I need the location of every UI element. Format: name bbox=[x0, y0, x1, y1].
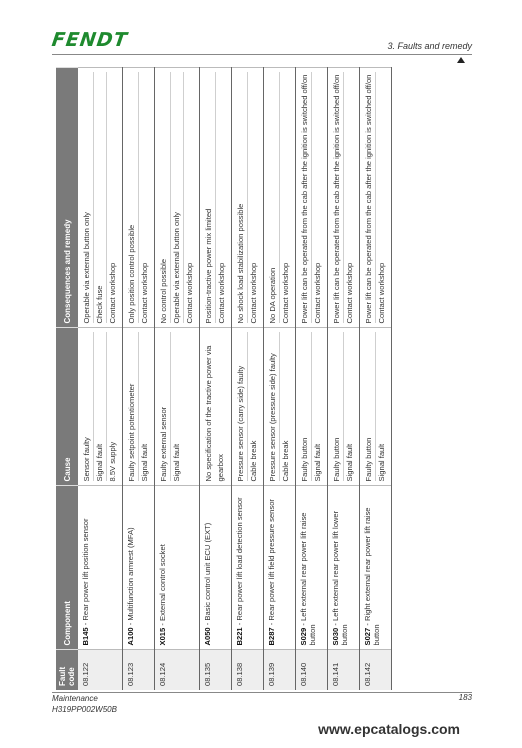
cause-item: Sensor faulty bbox=[82, 437, 91, 482]
component-id: B145 bbox=[81, 627, 90, 646]
cause-cell bbox=[123, 328, 155, 486]
remedy-item: Contact workshop bbox=[247, 73, 260, 324]
header-divider bbox=[52, 54, 472, 55]
remedy-item: Contact workshop bbox=[138, 73, 151, 324]
table-row bbox=[360, 68, 392, 690]
cause-cell bbox=[296, 328, 328, 486]
component-description: - Basic control unit ECU (EXT) bbox=[203, 522, 212, 628]
cause-item: Signal fault bbox=[138, 333, 151, 482]
remedy-item: Contact workshop bbox=[311, 73, 324, 324]
fault-code-cell: 08.140 bbox=[296, 650, 328, 690]
section-title: 3. Faults and remedy bbox=[387, 41, 472, 51]
col-header-component: Component bbox=[56, 486, 78, 650]
cause-item: 8.5V supply bbox=[106, 333, 119, 482]
remedy-cell bbox=[264, 68, 296, 328]
component-cell bbox=[328, 486, 360, 650]
component-id: A050 bbox=[203, 627, 212, 646]
cause-cell bbox=[232, 328, 264, 486]
component-id: A100 bbox=[126, 627, 135, 646]
remedy-item: Contact workshop bbox=[375, 73, 388, 324]
component-id: B221 bbox=[235, 627, 244, 646]
cause-item: Cable break bbox=[247, 333, 260, 482]
cause-cell bbox=[360, 328, 392, 486]
remedy-item: Only position control possible bbox=[127, 224, 136, 324]
footer-info bbox=[52, 693, 117, 715]
remedy-item: Power lift can be operated from the cab after the ignition is switched off/on bbox=[364, 74, 373, 324]
remedy-cell bbox=[296, 68, 328, 328]
fault-table-rotated bbox=[56, 68, 450, 690]
component-id: S030 bbox=[331, 627, 340, 646]
cause-cell bbox=[264, 328, 296, 486]
component-cell bbox=[123, 486, 155, 650]
page-number: 183 bbox=[458, 693, 472, 702]
brand-name: FENDT bbox=[50, 29, 130, 51]
fault-code-cell: 08.135 bbox=[200, 650, 232, 690]
footer-title: Maintenance bbox=[52, 694, 98, 703]
component-id: S029 bbox=[299, 627, 308, 646]
component-description: - External control socket bbox=[158, 544, 167, 628]
remedy-item: Contact workshop bbox=[279, 73, 292, 324]
remedy-cell bbox=[328, 68, 360, 328]
table-header-row bbox=[56, 68, 78, 690]
component-description: - Right external rear power lift raise button bbox=[363, 507, 381, 646]
table-row bbox=[264, 68, 296, 690]
cause-item: Signal fault bbox=[93, 333, 106, 482]
component-id: B287 bbox=[267, 627, 276, 646]
cause-item: Faulty button bbox=[332, 437, 341, 482]
remedy-cell bbox=[78, 68, 123, 328]
remedy-cell bbox=[232, 68, 264, 328]
remedy-cell bbox=[360, 68, 392, 328]
cause-item: Signal fault bbox=[311, 333, 324, 482]
remedy-cell bbox=[123, 68, 155, 328]
table-body bbox=[78, 68, 392, 690]
remedy-item: Power lift can be operated from the cab after the ignition is switched off/on bbox=[300, 74, 309, 324]
cause-item: Cable break bbox=[279, 333, 292, 482]
component-description: - Rear power lift field pressure sensor bbox=[267, 499, 276, 628]
table-row bbox=[328, 68, 360, 690]
table-row bbox=[232, 68, 264, 690]
remedy-item: Operable via external button only bbox=[170, 73, 183, 324]
fault-table bbox=[56, 68, 392, 691]
component-description: - Multifunction armrest (MFA) bbox=[126, 527, 135, 628]
component-description: - Rear power lift load detection sensor bbox=[235, 497, 244, 628]
component-cell bbox=[232, 486, 264, 650]
component-cell bbox=[78, 486, 123, 650]
component-cell bbox=[360, 486, 392, 650]
component-description: - Rear power lift position sensor bbox=[81, 518, 90, 628]
component-cell bbox=[264, 486, 296, 650]
component-description: - Left external rear power lift lower button bbox=[331, 510, 349, 646]
component-cell bbox=[200, 486, 232, 650]
table-row bbox=[78, 68, 123, 690]
remedy-item: Operable via external button only bbox=[82, 212, 91, 324]
remedy-item: Position-tractive power mix limited bbox=[204, 208, 213, 324]
cause-item: Faulty setpoint potentiometer bbox=[127, 383, 136, 482]
fault-code-cell: 08.142 bbox=[360, 650, 392, 690]
cause-item: Faulty button bbox=[364, 437, 373, 482]
remedy-cell bbox=[200, 68, 232, 328]
fault-code-cell: 08.123 bbox=[123, 650, 155, 690]
remedy-item: Contact workshop bbox=[343, 73, 356, 324]
col-header-cause: Cause bbox=[56, 328, 78, 486]
remedy-item: No shock load stabilization possible bbox=[236, 203, 245, 324]
col-header-fault-code: Fault code bbox=[56, 650, 78, 690]
cause-item: Faulty button bbox=[300, 437, 309, 482]
cause-cell bbox=[328, 328, 360, 486]
cause-item: Pressure sensor (carry side) faulty bbox=[236, 365, 245, 482]
cause-item: Signal fault bbox=[375, 333, 388, 482]
remedy-item: Contact workshop bbox=[215, 73, 228, 324]
remedy-item: Contact workshop bbox=[183, 73, 196, 324]
remedy-cell bbox=[155, 68, 200, 328]
remedy-item: Contact workshop bbox=[106, 73, 119, 324]
triangle-up-icon bbox=[457, 57, 465, 63]
fault-code-cell: 08.141 bbox=[328, 650, 360, 690]
component-cell bbox=[296, 486, 328, 650]
cause-item: Faulty external sensor bbox=[159, 406, 168, 482]
footer-doc-code: H319PP002W50B bbox=[52, 705, 117, 714]
table-row bbox=[296, 68, 328, 690]
remedy-item: Power lift can be operated from the cab after the ignition is switched off/on bbox=[332, 74, 341, 324]
fault-code-cell: 08.122 bbox=[78, 650, 123, 690]
cause-cell bbox=[78, 328, 123, 486]
fault-code-cell: 08.139 bbox=[264, 650, 296, 690]
component-id: X015 bbox=[158, 627, 167, 646]
cause-item: Pressure sensor (pressure side) faulty bbox=[268, 353, 277, 482]
component-id: S027 bbox=[363, 627, 372, 646]
cause-cell bbox=[200, 328, 232, 486]
fendt-logo bbox=[52, 30, 148, 50]
fault-code-cell: 08.124 bbox=[155, 650, 200, 690]
cause-item: Signal fault bbox=[170, 333, 183, 482]
component-description: - Left external rear power lift raise button bbox=[299, 512, 317, 646]
remedy-item: Check fuse bbox=[93, 73, 106, 324]
cause-item: Signal fault bbox=[343, 333, 356, 482]
component-cell bbox=[155, 486, 200, 650]
table-row bbox=[123, 68, 155, 690]
watermark-url[interactable]: www.epcatalogs.com bbox=[318, 721, 460, 737]
table-row bbox=[155, 68, 200, 690]
remedy-item: No control possible bbox=[159, 258, 168, 324]
cause-item: No specification of the tractive power via gearbox bbox=[204, 345, 225, 482]
col-header-remedy: Consequences and remedy bbox=[56, 68, 78, 328]
table-row bbox=[200, 68, 232, 690]
remedy-item: No DA operation bbox=[268, 267, 277, 324]
cause-cell bbox=[155, 328, 200, 486]
fault-code-cell: 08.138 bbox=[232, 650, 264, 690]
